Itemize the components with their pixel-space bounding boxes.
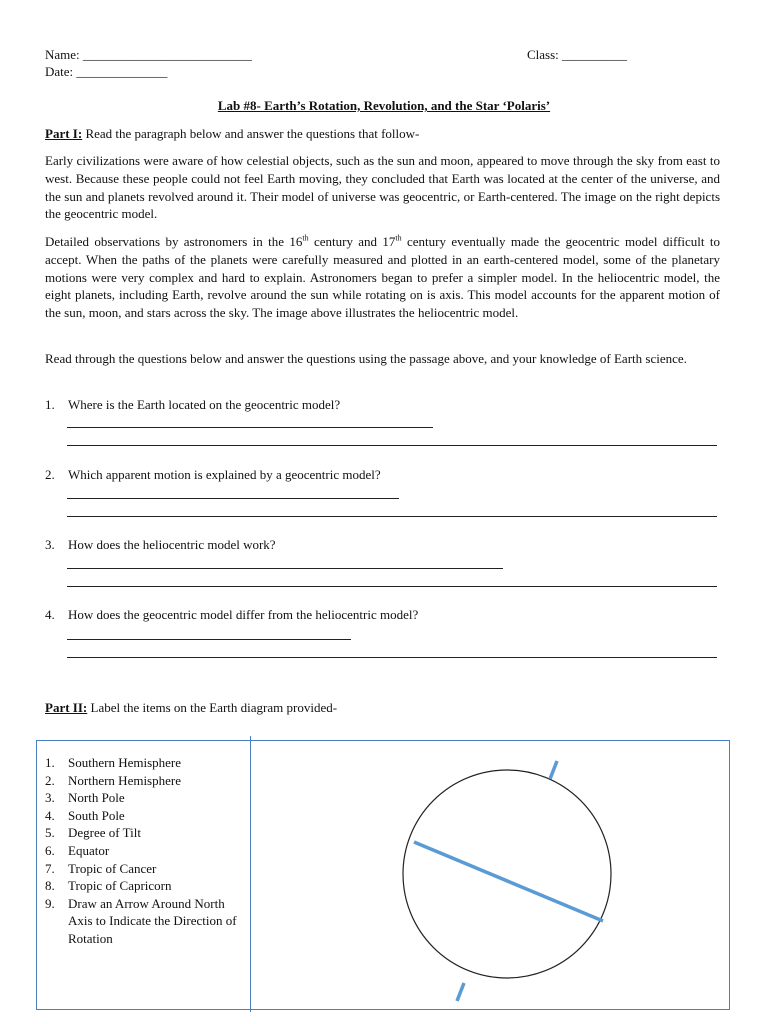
question-number: 3. <box>45 537 55 552</box>
south-axis-mark <box>457 983 464 1001</box>
list-item: 8. Tropic of Capricorn <box>45 878 172 894</box>
part2-instruction: Label the items on the Earth diagram provided- <box>87 700 338 715</box>
list-item: 4. South Pole <box>45 807 125 823</box>
paragraph-geocentric: Early civilizations were aware of how celestial objects, such as the sun and moon, appeared to move through the sky from east to west. Because these people could not feel Earth moving, they concluded that Earth was located at the center of the universe, and the sun and planets revolved around it. Their model of universe was geocentric, or Earth-centered. The image on the right depicts the geocentric model. <box>45 153 720 222</box>
list-item: 2. Northern Hemisphere <box>45 772 181 788</box>
list-item: 5. Degree of Tilt <box>45 825 141 841</box>
tilt-line <box>414 842 603 921</box>
question-text: How does the geocentric model differ from the heliocentric model? <box>68 607 419 622</box>
paragraph-instructions: Read through the questions below and answer the questions using the passage above, and your knowledge of Earth science. <box>45 351 687 366</box>
question-text: Where is the Earth located on the geocentric model? <box>68 397 341 412</box>
list-item: 7. Tropic of Cancer <box>45 860 157 876</box>
name-blank[interactable]: __________________________ <box>82 47 252 62</box>
class-label: Class: <box>527 47 559 62</box>
name-label: Name: <box>45 47 80 62</box>
part2-label: Part II: <box>45 700 88 715</box>
list-item: 6. Equator <box>45 842 110 858</box>
class-blank[interactable]: __________ <box>562 47 628 62</box>
list-item: 9. Draw an Arrow Around North Axis to Indicate the Direction of Rotation <box>45 895 237 946</box>
part1-instruction: Read the paragraph below and answer the questions that follow- <box>82 126 420 141</box>
page-title: Lab #8- Earth’s Rotation, Revolution, and the Star ‘Polaris’ <box>217 98 551 113</box>
question-text: How does the heliocentric model work? <box>68 537 276 552</box>
part1-label: Part I: <box>45 126 83 141</box>
earth-circle <box>403 770 611 978</box>
question-number: 4. <box>45 607 55 622</box>
paragraph-heliocentric: Detailed observations by astronomers in the 16th century and 17th century eventually made the geocentric model difficult to accept. When the paths of the planets were carefully measured and plotted in an earth-centered model, some of the planetary motions were very complex and hard to explain. Astronomers began to prefer a simpler model. In the heliocentric model, the eight planets, including Earth, revolve around the sun while rotating on is axis. This model accounts for the apparent motion of the sun, moon, and stars across the sky. The image above illustrates the heliocentric model. <box>45 233 720 321</box>
date-label: Date: <box>45 64 74 79</box>
question-text: Which apparent motion is explained by a geocentric model? <box>68 467 381 482</box>
north-axis-mark <box>550 761 557 779</box>
question-number: 2. <box>45 467 55 482</box>
date-blank[interactable]: ______________ <box>76 64 168 79</box>
list-item: 1. Southern Hemisphere <box>45 755 182 770</box>
question-number: 1. <box>45 397 55 412</box>
list-item: 3. North Pole <box>45 790 125 806</box>
